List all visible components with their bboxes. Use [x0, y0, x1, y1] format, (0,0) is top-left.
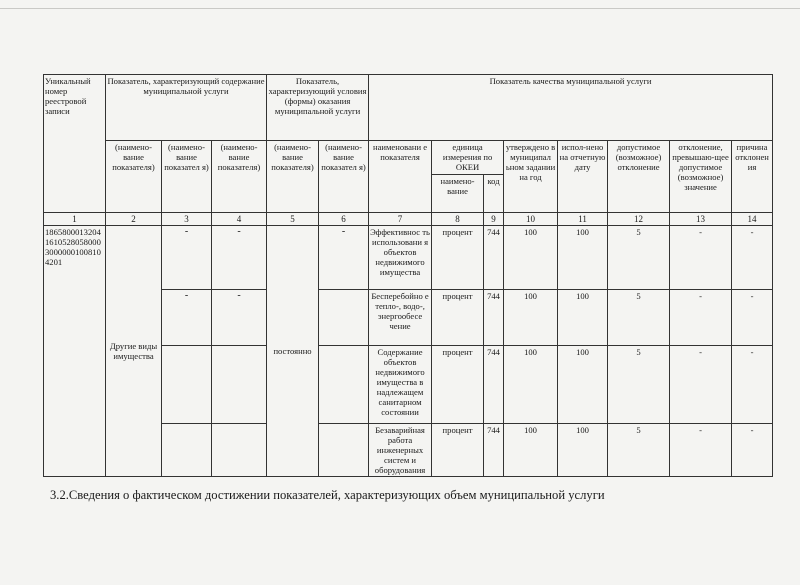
excess-deviation: -: [670, 424, 732, 477]
empty-cell: [212, 346, 267, 424]
deviation-reason: -: [732, 346, 773, 424]
empty-dash: -: [212, 290, 267, 346]
col-number: 4: [212, 213, 267, 226]
header-unique-id: Уникальный номер реестровой записи: [44, 75, 106, 213]
header-indicator-name: наименовани е показателя: [369, 141, 432, 213]
header-approved: утверждено в муниципал ьном задании на год: [504, 141, 558, 213]
indicator-name: Бесперебойно е тепло-, водо-, энергообесе чение: [369, 290, 432, 346]
deviation-reason: -: [732, 226, 773, 290]
col-number: 8: [432, 213, 484, 226]
condition-value: постоянно: [267, 226, 319, 477]
empty-cell: [44, 346, 106, 477]
unit-name: процент: [432, 290, 484, 346]
col-number: 1: [44, 213, 106, 226]
excess-deviation: -: [670, 346, 732, 424]
col-number: 10: [504, 213, 558, 226]
empty-cell: [319, 424, 369, 477]
header-quality-indicator: Показатель качества муниципальной услуги: [369, 75, 773, 141]
executed-value: 100: [558, 424, 608, 477]
quality-indicators-table: [43, 74, 773, 477]
executed-value: 100: [558, 346, 608, 424]
indicator-name: Безаварийная работа инженерных систем и оборудования: [369, 424, 432, 477]
col-number: 7: [369, 213, 432, 226]
unit-code: 744: [484, 346, 504, 424]
header-unit-okei: единица измерения по ОКЕИ: [432, 141, 504, 175]
allowed-deviation: 5: [608, 346, 670, 424]
col-number: 6: [319, 213, 369, 226]
content-value: Другие виды имущества: [106, 226, 162, 477]
header-executed: испол-нено на отчетную дату: [558, 141, 608, 213]
approved-value: 100: [504, 226, 558, 290]
empty-cell: [162, 424, 212, 477]
header-sub-name-1: (наимено-вание показателя): [106, 141, 162, 213]
record-id: 1865800013204161052805800030000001008104201: [44, 226, 106, 346]
empty-cell: [162, 346, 212, 424]
indicator-name: Содержание объектов недвижимого имущества в надлежащем санитарном состоянии: [369, 346, 432, 424]
deviation-reason: -: [732, 424, 773, 477]
col-number: 5: [267, 213, 319, 226]
deviation-reason: -: [732, 290, 773, 346]
unit-code: 744: [484, 226, 504, 290]
col-number: 12: [608, 213, 670, 226]
empty-dash: -: [319, 226, 369, 290]
page-edge: [0, 8, 800, 9]
header-row-2: [44, 141, 773, 175]
allowed-deviation: 5: [608, 226, 670, 290]
empty-dash: -: [212, 226, 267, 290]
col-number: 3: [162, 213, 212, 226]
col-number: 2: [106, 213, 162, 226]
allowed-deviation: 5: [608, 424, 670, 477]
header-allowed-deviation: допустимое (возможное) отклонение: [608, 141, 670, 213]
table-row: [44, 226, 773, 290]
unit-code: 744: [484, 290, 504, 346]
empty-dash: -: [162, 226, 212, 290]
header-content-indicator: Показатель, характеризующий содержание муниципальной услуги: [106, 75, 267, 141]
empty-dash: -: [162, 290, 212, 346]
col-number: 9: [484, 213, 504, 226]
column-number-row: [44, 213, 773, 226]
header-sub-name-5: (наимено-вание показател я): [319, 141, 369, 213]
allowed-deviation: 5: [608, 290, 670, 346]
indicator-name: Эффективнос ть использовани я объектов недвижимого имущества: [369, 226, 432, 290]
header-unit-code: код: [484, 175, 504, 213]
excess-deviation: -: [670, 290, 732, 346]
executed-value: 100: [558, 226, 608, 290]
header-unit-name: наимено-вание: [432, 175, 484, 213]
header-sub-name-3: (наимено-вание показателя): [212, 141, 267, 213]
unit-name: процент: [432, 424, 484, 477]
unit-code: 744: [484, 424, 504, 477]
col-number: 14: [732, 213, 773, 226]
header-row-1: [44, 75, 773, 141]
header-sub-name-2: (наимено-вание показател я): [162, 141, 212, 213]
header-deviation-reason: причина отклонения: [732, 141, 773, 213]
excess-deviation: -: [670, 226, 732, 290]
unit-name: процент: [432, 226, 484, 290]
executed-value: 100: [558, 290, 608, 346]
col-number: 11: [558, 213, 608, 226]
unit-name: процент: [432, 346, 484, 424]
approved-value: 100: [504, 290, 558, 346]
header-excess-deviation: отклонение, превышаю-щее допустимое (возможное) значение: [670, 141, 732, 213]
approved-value: 100: [504, 424, 558, 477]
approved-value: 100: [504, 346, 558, 424]
header-sub-name-4: (наимено-вание показателя): [267, 141, 319, 213]
section-heading: 3.2.Сведения о фактическом достижении показателей, характеризующих объем муниципальной услуги: [50, 488, 605, 502]
empty-cell: [319, 290, 369, 346]
empty-cell: [212, 424, 267, 477]
empty-cell: [319, 346, 369, 424]
header-condition-indicator: Показатель, характеризующий условия (формы) оказания муниципальной услуги: [267, 75, 369, 141]
col-number: 13: [670, 213, 732, 226]
